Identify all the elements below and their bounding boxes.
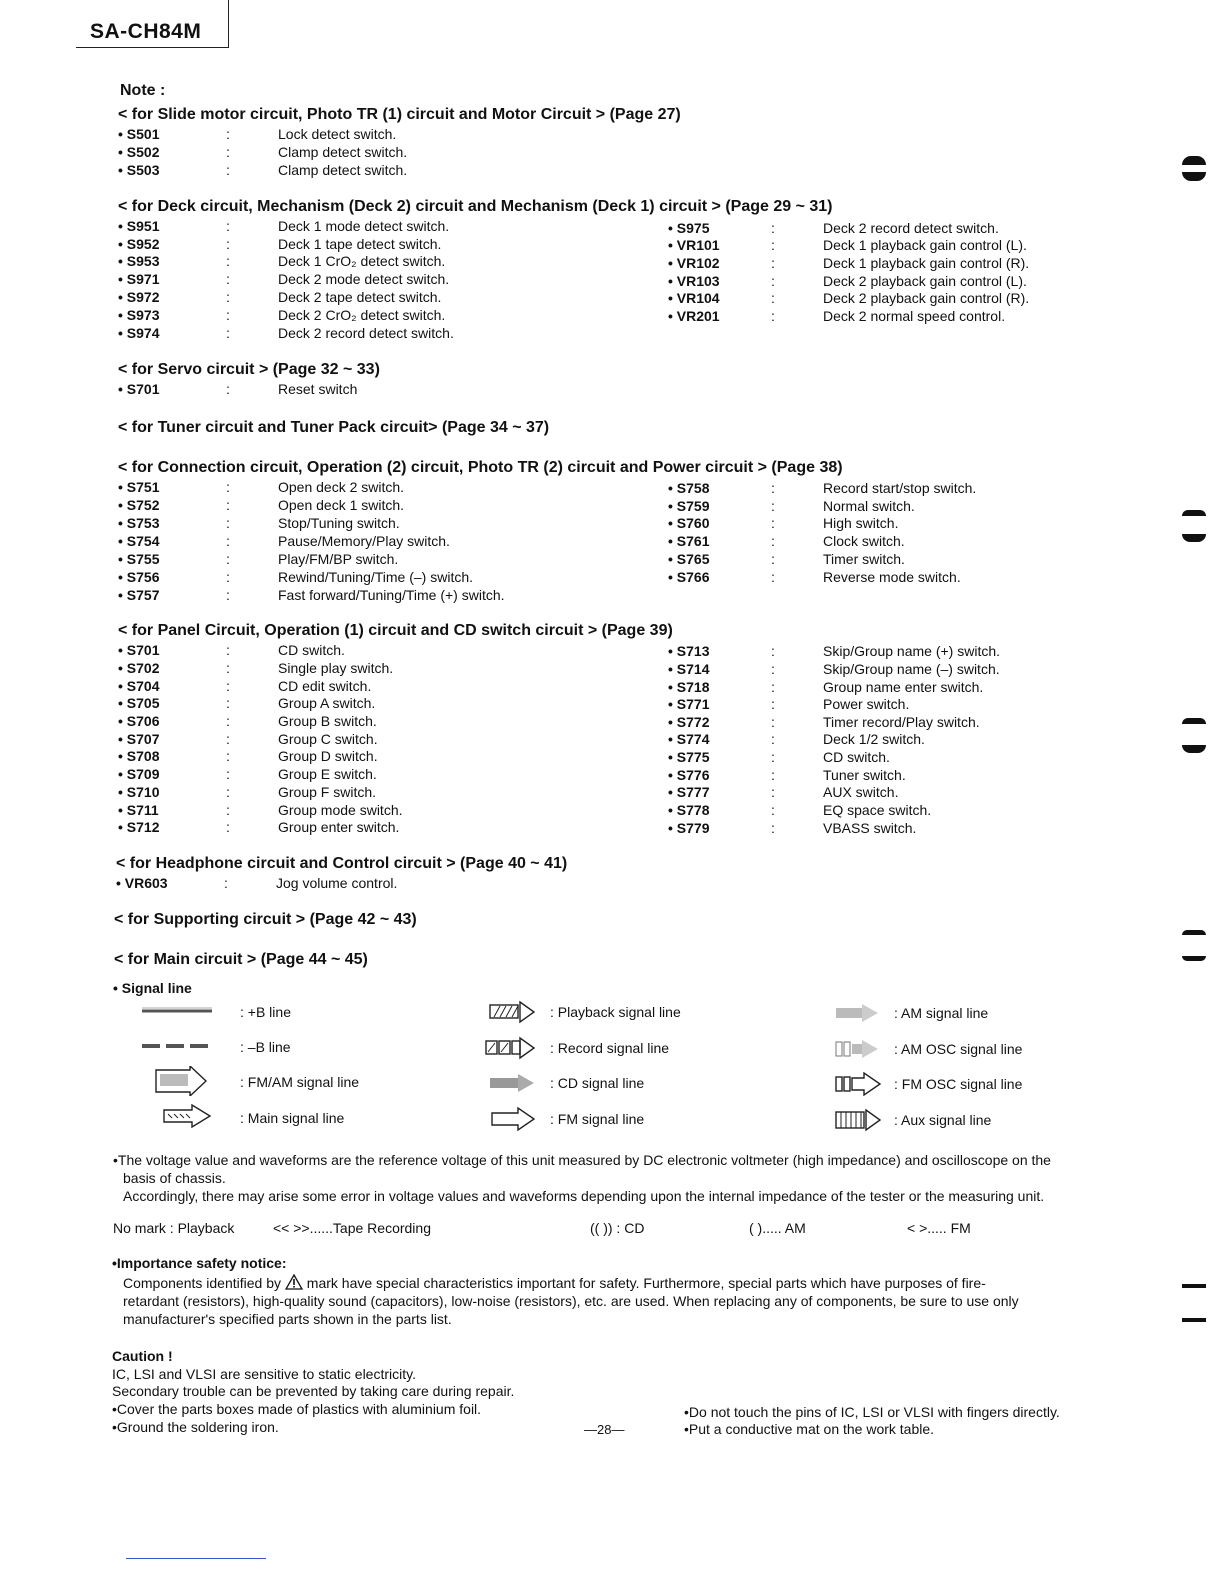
ref: • S758 bbox=[668, 480, 710, 496]
safety-text-line: manufacturer's specified parts shown in the parts list. bbox=[123, 1311, 452, 1327]
desc: Lock detect switch. bbox=[278, 126, 397, 142]
section-heading-panel: < for Panel Circuit, Operation (1) circuit and CD switch circuit > (Page 39) bbox=[118, 622, 673, 639]
desc: Open deck 1 switch. bbox=[278, 497, 405, 513]
legend-label: : CD signal line bbox=[550, 1075, 645, 1091]
page-number: —28— bbox=[584, 1422, 625, 1437]
ref: • S951 bbox=[118, 218, 160, 234]
desc: High switch. bbox=[823, 515, 899, 531]
caution-line: •Put a conductive mat on the work table. bbox=[684, 1421, 935, 1437]
desc: Skip/Group name (–) switch. bbox=[823, 661, 1000, 677]
section-heading-main: < for Main circuit > (Page 44 ~ 45) bbox=[114, 951, 368, 968]
legend-label: : FM signal line bbox=[550, 1111, 645, 1127]
desc: Deck 2 tape detect switch. bbox=[278, 289, 442, 305]
margin-mark bbox=[1182, 172, 1206, 181]
margin-mark bbox=[1182, 534, 1206, 542]
safety-text-line: retardant (resistors), high-quality sound (capacitors), low-noise (resistors), etc. are used. When replacing any of components, be sure to use only bbox=[123, 1293, 1019, 1309]
ref: • S714 bbox=[668, 661, 710, 677]
ref: • S708 bbox=[118, 748, 160, 764]
safety-text-post: mark have special characteristics important for safety. Furthermore, special parts which have purposes of fire- bbox=[306, 1275, 986, 1291]
legend-label: : +B line bbox=[240, 1004, 291, 1020]
ref: • S975 bbox=[668, 220, 710, 236]
ref: • S776 bbox=[668, 767, 710, 783]
desc: Group name enter switch. bbox=[823, 679, 984, 695]
caution-line: •Do not touch the pins of IC, LSI or VLSI with fingers directly. bbox=[684, 1404, 1060, 1420]
ref: • S761 bbox=[668, 533, 710, 549]
ref: • S771 bbox=[668, 696, 710, 712]
margin-mark bbox=[1182, 1284, 1206, 1288]
ref: • S973 bbox=[118, 307, 160, 323]
ref: • VR603 bbox=[116, 875, 168, 891]
mark-tape: << >>......Tape Recording bbox=[273, 1220, 431, 1236]
desc: CD edit switch. bbox=[278, 678, 372, 694]
ref: • VR102 bbox=[668, 255, 720, 271]
desc: Normal switch. bbox=[823, 498, 915, 514]
caution-line: IC, LSI and VLSI are sensitive to static electricity. bbox=[112, 1366, 416, 1382]
desc: Power switch. bbox=[823, 696, 910, 712]
desc: Reset switch bbox=[278, 381, 358, 397]
ref: • S501 bbox=[118, 126, 160, 142]
desc: Group mode switch. bbox=[278, 802, 403, 818]
playback-signal-arrow-icon bbox=[488, 1000, 540, 1024]
ref: • S774 bbox=[668, 731, 710, 747]
ref: • S701 bbox=[118, 642, 160, 658]
margin-mark bbox=[1182, 718, 1206, 724]
margin-mark bbox=[1182, 510, 1206, 516]
margin-mark bbox=[1182, 156, 1206, 165]
desc: Single play switch. bbox=[278, 660, 394, 676]
ref: • S759 bbox=[668, 498, 710, 514]
desc: Rewind/Tuning/Time (–) switch. bbox=[278, 569, 474, 585]
desc: Group C switch. bbox=[278, 731, 378, 747]
ref: • S754 bbox=[118, 533, 160, 549]
safety-text bbox=[123, 1274, 1103, 1328]
ref: • S705 bbox=[118, 695, 160, 711]
desc: CD switch. bbox=[278, 642, 345, 658]
desc: Deck 1/2 switch. bbox=[823, 731, 925, 747]
desc: Deck 2 mode detect switch. bbox=[278, 271, 450, 287]
desc: Deck 1 CrO₂ detect switch. bbox=[278, 253, 446, 269]
desc: Group enter switch. bbox=[278, 819, 400, 835]
caution-title: Caution ! bbox=[112, 1348, 173, 1364]
desc: Timer switch. bbox=[823, 551, 905, 567]
desc: Deck 1 playback gain control (R). bbox=[823, 255, 1030, 271]
am-osc-signal-arrow-icon bbox=[834, 1037, 886, 1061]
fm-am-signal-arrow-icon bbox=[150, 1066, 210, 1096]
ref: • S765 bbox=[668, 551, 710, 567]
ref: • S971 bbox=[118, 271, 160, 287]
legend-label: : Aux signal line bbox=[894, 1112, 992, 1128]
ref: • S755 bbox=[118, 551, 160, 567]
legend-label: : FM OSC signal line bbox=[894, 1076, 1023, 1092]
desc: Deck 2 playback gain control (L). bbox=[823, 273, 1027, 289]
mark-cd: (( )) : CD bbox=[590, 1220, 645, 1236]
mark-am: ( )..... AM bbox=[749, 1220, 806, 1236]
desc: Deck 1 tape detect switch. bbox=[278, 236, 442, 252]
margin-mark bbox=[1182, 956, 1206, 961]
caution-line: •Ground the soldering iron. bbox=[112, 1419, 279, 1435]
desc: Deck 2 CrO₂ detect switch. bbox=[278, 307, 446, 323]
ref: • S702 bbox=[118, 660, 160, 676]
ref: • S503 bbox=[118, 162, 160, 178]
desc: EQ space switch. bbox=[823, 802, 932, 818]
desc: Clock switch. bbox=[823, 533, 905, 549]
desc: VBASS switch. bbox=[823, 820, 917, 836]
voltage-note-line: Accordingly, there may arise some error in voltage values and waveforms depending upon the internal impedance of the tester or the measuring unit. bbox=[123, 1188, 1045, 1204]
desc: Group A switch. bbox=[278, 695, 376, 711]
ref: • S756 bbox=[118, 569, 160, 585]
voltage-note bbox=[113, 1151, 1103, 1205]
desc: Reverse mode switch. bbox=[823, 569, 961, 585]
desc: Deck 1 playback gain control (L). bbox=[823, 237, 1027, 253]
mark-fm: < >..... FM bbox=[907, 1220, 971, 1236]
legend-label: : FM/AM signal line bbox=[240, 1074, 360, 1090]
margin-mark bbox=[1182, 745, 1206, 753]
ref: • S777 bbox=[668, 784, 710, 800]
section-heading-slide: < for Slide motor circuit, Photo TR (1) circuit and Motor Circuit > (Page 27) bbox=[118, 106, 681, 123]
desc: Jog volume control. bbox=[276, 875, 398, 891]
cd-signal-arrow-icon bbox=[488, 1071, 540, 1095]
ref: • S706 bbox=[118, 713, 160, 729]
ref: • S772 bbox=[668, 714, 710, 730]
ref: • S952 bbox=[118, 236, 160, 252]
desc: CD switch. bbox=[823, 749, 890, 765]
ref: • S953 bbox=[118, 253, 160, 269]
section-heading-connection: < for Connection circuit, Operation (2) circuit, Photo TR (2) circuit and Power circuit > (Page 38) bbox=[118, 459, 843, 476]
margin-mark bbox=[1182, 930, 1206, 935]
ref: • VR201 bbox=[668, 308, 720, 324]
record-signal-arrow-icon bbox=[484, 1036, 540, 1060]
desc: Pause/Memory/Play switch. bbox=[278, 533, 450, 549]
warning-triangle-icon bbox=[285, 1274, 303, 1290]
desc: Group F switch. bbox=[278, 784, 377, 800]
ref: • S712 bbox=[118, 819, 160, 835]
legend-label: : Playback signal line bbox=[550, 1004, 681, 1020]
main-signal-arrow-icon bbox=[160, 1104, 216, 1128]
ref: • VR101 bbox=[668, 237, 720, 253]
voltage-note-line: basis of chassis. bbox=[123, 1170, 226, 1186]
legend-label: : Main signal line bbox=[240, 1110, 345, 1126]
section-heading-deck: < for Deck circuit, Mechanism (Deck 2) circuit and Mechanism (Deck 1) circuit > (Page 29 ~ 31) bbox=[118, 198, 833, 215]
desc: Deck 2 playback gain control (R). bbox=[823, 290, 1030, 306]
ref: • VR104 bbox=[668, 290, 720, 306]
ref: • S718 bbox=[668, 679, 710, 695]
ref: • S760 bbox=[668, 515, 710, 531]
desc: Open deck 2 switch. bbox=[278, 479, 405, 495]
legend-label: : AM signal line bbox=[894, 1005, 989, 1021]
section-heading-headphone: < for Headphone circuit and Control circuit > (Page 40 ~ 41) bbox=[116, 855, 568, 872]
desc: Tuner switch. bbox=[823, 767, 906, 783]
legend-label: : Record signal line bbox=[550, 1040, 670, 1056]
minus-b-line-icon bbox=[140, 1037, 220, 1055]
desc: Timer record/Play switch. bbox=[823, 714, 980, 730]
section-heading-servo: < for Servo circuit > (Page 32 ~ 33) bbox=[118, 361, 380, 378]
ref: • S757 bbox=[118, 587, 160, 603]
section-heading-supporting: < for Supporting circuit > (Page 42 ~ 43) bbox=[114, 911, 417, 928]
desc: Group D switch. bbox=[278, 748, 378, 764]
caution-line: Secondary trouble can be prevented by taking care during repair. bbox=[112, 1383, 515, 1399]
desc: AUX switch. bbox=[823, 784, 899, 800]
fm-signal-arrow-icon bbox=[488, 1107, 540, 1131]
ref: • S778 bbox=[668, 802, 710, 818]
ref: • S711 bbox=[118, 802, 159, 818]
aux-signal-arrow-icon bbox=[834, 1108, 886, 1132]
desc: Group E switch. bbox=[278, 766, 377, 782]
ref: • S775 bbox=[668, 749, 710, 765]
header-rule-horizontal bbox=[76, 47, 229, 48]
ref: • VR103 bbox=[668, 273, 720, 289]
ref: • S704 bbox=[118, 678, 160, 694]
ref: • S779 bbox=[668, 820, 710, 836]
ref: • S751 bbox=[118, 479, 160, 495]
model-number: SA-CH84M bbox=[90, 20, 202, 43]
desc: Deck 1 mode detect switch. bbox=[278, 218, 450, 234]
desc: Record start/stop switch. bbox=[823, 480, 977, 496]
am-signal-arrow-icon bbox=[834, 1001, 886, 1025]
ref: • S972 bbox=[118, 289, 160, 305]
desc: Clamp detect switch. bbox=[278, 162, 408, 178]
mark-playback: No mark : Playback bbox=[113, 1220, 235, 1236]
ref: • S753 bbox=[118, 515, 160, 531]
ref: • S752 bbox=[118, 497, 160, 513]
desc: Group B switch. bbox=[278, 713, 377, 729]
desc: Play/FM/BP switch. bbox=[278, 551, 399, 567]
ref: • S707 bbox=[118, 731, 160, 747]
header-rule-vertical bbox=[228, 0, 229, 48]
desc: Skip/Group name (+) switch. bbox=[823, 643, 1001, 659]
desc: Deck 2 record detect switch. bbox=[823, 220, 999, 236]
safety-title: •Importance safety notice: bbox=[112, 1255, 287, 1271]
safety-text-pre: Components identified by bbox=[123, 1275, 281, 1291]
legend-label: : –B line bbox=[240, 1039, 291, 1055]
desc: Deck 2 record detect switch. bbox=[278, 325, 454, 341]
desc: Fast forward/Tuning/Time (+) switch. bbox=[278, 587, 505, 603]
caution-line: •Cover the parts boxes made of plastics with aluminium foil. bbox=[112, 1401, 482, 1417]
ref: • S974 bbox=[118, 325, 160, 341]
ref: • S766 bbox=[668, 569, 710, 585]
desc: Clamp detect switch. bbox=[278, 144, 408, 160]
ref: • S709 bbox=[118, 766, 160, 782]
footer-rule bbox=[126, 1558, 266, 1559]
section-heading-tuner: < for Tuner circuit and Tuner Pack circuit> (Page 34 ~ 37) bbox=[118, 419, 550, 436]
legend-label: : AM OSC signal line bbox=[894, 1041, 1023, 1057]
margin-mark bbox=[1182, 1318, 1206, 1322]
ref: • S502 bbox=[118, 144, 160, 160]
plus-b-line-icon bbox=[140, 1002, 220, 1020]
desc: Deck 2 normal speed control. bbox=[823, 308, 1006, 324]
signal-line-title: • Signal line bbox=[113, 980, 192, 996]
note-title: Note : bbox=[120, 82, 166, 99]
ref: • S701 bbox=[118, 381, 160, 397]
fm-osc-signal-arrow-icon bbox=[834, 1072, 886, 1096]
measurement-marks bbox=[113, 1220, 1013, 1240]
desc: Stop/Tuning switch. bbox=[278, 515, 400, 531]
voltage-note-line: •The voltage value and waveforms are the reference voltage of this unit measured by DC electronic voltmeter (high impedance) and oscilloscope on the bbox=[113, 1152, 1051, 1168]
ref: • S710 bbox=[118, 784, 160, 800]
ref: • S713 bbox=[668, 643, 710, 659]
